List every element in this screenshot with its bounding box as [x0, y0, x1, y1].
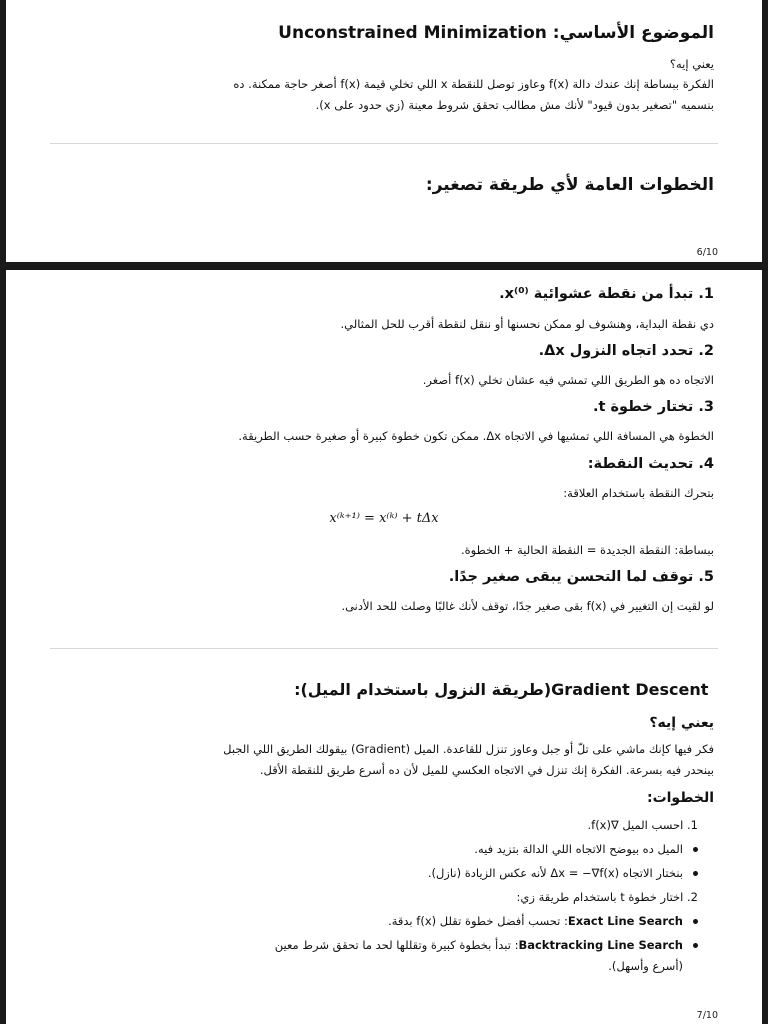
step-3-title: 3. تختار خطوة t. — [592, 399, 714, 415]
gradient-descent-heading — [54, 680, 714, 699]
bullet-icon — [693, 919, 698, 924]
gd-paragraph-line-1: فكر فيها كإنك ماشي على تلّ أو جبل وعاوز تنزل للقاعدة. الميل (Gradient) بيقولك الطريق اللي الجبل — [223, 742, 714, 756]
gd-substep-2-bullet-2-cont: (أسرع وأسهل). — [608, 959, 683, 973]
step-3-description: الخطوة هي المسافة اللي تمشيها في الاتجاه Δx. ممكن تكون خطوة كبيرة أو صغيرة حسب الطريقة. — [238, 429, 714, 443]
gd-substep-1-bullet-1: الميل ده بيوضح الاتجاه اللي الدالة بتزيد فيه. — [54, 842, 698, 856]
document-page-7 — [6, 270, 762, 1024]
intro-paragraph-line-2: بنسميه "تصغير بدون قيود" لأنك مش مطالب تحقق شروط معينة (زي حدود على x). — [315, 98, 714, 112]
gd-substep-2-bullet-2: Backtracking Line Search: تبدأ بخطوة كبيرة وتقللها لحد ما تحقق شرط معين — [54, 938, 698, 952]
step-1-title: 1. تبدأ من نقطة عشوائية x⁽⁰⁾. — [499, 286, 714, 302]
intro-paragraph-line-1: الفكرة ببساطة إنك عندك دالة f(x) وعاوز توصل للنقطة x اللي تخلي قيمة f(x) أصغر حاجة ممكنة. ده — [233, 77, 714, 91]
bullet-icon — [693, 943, 698, 948]
title-arabic: الموضوع الأساسي: — [546, 23, 714, 43]
gd-steps-label: الخطوات: — [646, 790, 714, 806]
page-number: 7/10 — [696, 1010, 718, 1021]
title-english: Unconstrained Minimization — [278, 23, 547, 43]
gd-paragraph-line-2: بينحدر فيه بسرعة. الفكرة إنك تنزل في الاتجاه العكسي للميل لأن ده أسرع طريق للنقطة الأقل. — [259, 763, 714, 777]
gd-question-label: يعني إيه؟ — [649, 715, 714, 731]
page-number: 6/10 — [696, 247, 718, 258]
question-label: يعني إيه؟ — [669, 57, 714, 71]
formula-note: ببساطة: النقطة الجديدة = النقطة الحالية + الخطوة. — [460, 543, 714, 557]
step-5-description: لو لقيت إن التغيير في f(x) بقى صغير جدًا، توقف لأنك غالبًا وصلت للحد الأدنى. — [341, 599, 714, 613]
step-2-description: الاتجاه ده هو الطريق اللي تمشي فيه عشان تخلي f(x) أصغر. — [422, 373, 714, 387]
gd-title-arabic: (طريقة النزول باستخدام الميل): — [294, 680, 552, 699]
step-1-description: دي نقطة البداية، وهنشوف لو ممكن نحسنها أو ننقل لنقطة أقرب للحل المثالي. — [340, 317, 714, 331]
divider — [50, 143, 718, 144]
bullet-icon — [693, 847, 698, 852]
gd-title-english: Gradient Descent — [551, 680, 714, 699]
divider — [50, 648, 718, 649]
gd-substep-2-bullet-1: Exact Line Search: تحسب أفضل خطوة تقلل f(x) بدقة. — [54, 914, 698, 928]
step-2-title: 2. تحدد اتجاه النزول Δx. — [538, 343, 714, 359]
gd-substep-1-bullet-2: بنختار الاتجاه Δx = −∇f(x) لأنه عكس الزيادة (نازل). — [54, 866, 698, 880]
step-4-title: 4. تحديث النقطة: — [587, 456, 714, 472]
step-5-title: 5. توقف لما التحسن يبقى صغير جدًا. — [448, 569, 714, 585]
section-heading: الخطوات العامة لأي طريقة تصغير: — [425, 175, 714, 195]
update-formula: x⁽ᵏ⁺¹⁾ = x⁽ᵏ⁾ + tΔx — [329, 511, 439, 526]
page-title — [54, 23, 714, 43]
document-page-6 — [6, 0, 762, 262]
bullet-icon — [693, 871, 698, 876]
gd-substep-2: 2. اختار خطوة t باستخدام طريقة زي: — [516, 890, 698, 904]
gd-substep-1: 1. احسب الميل ∇f(x). — [587, 818, 698, 832]
step-4-description: بتحرك النقطة باستخدام العلاقة: — [563, 486, 714, 500]
